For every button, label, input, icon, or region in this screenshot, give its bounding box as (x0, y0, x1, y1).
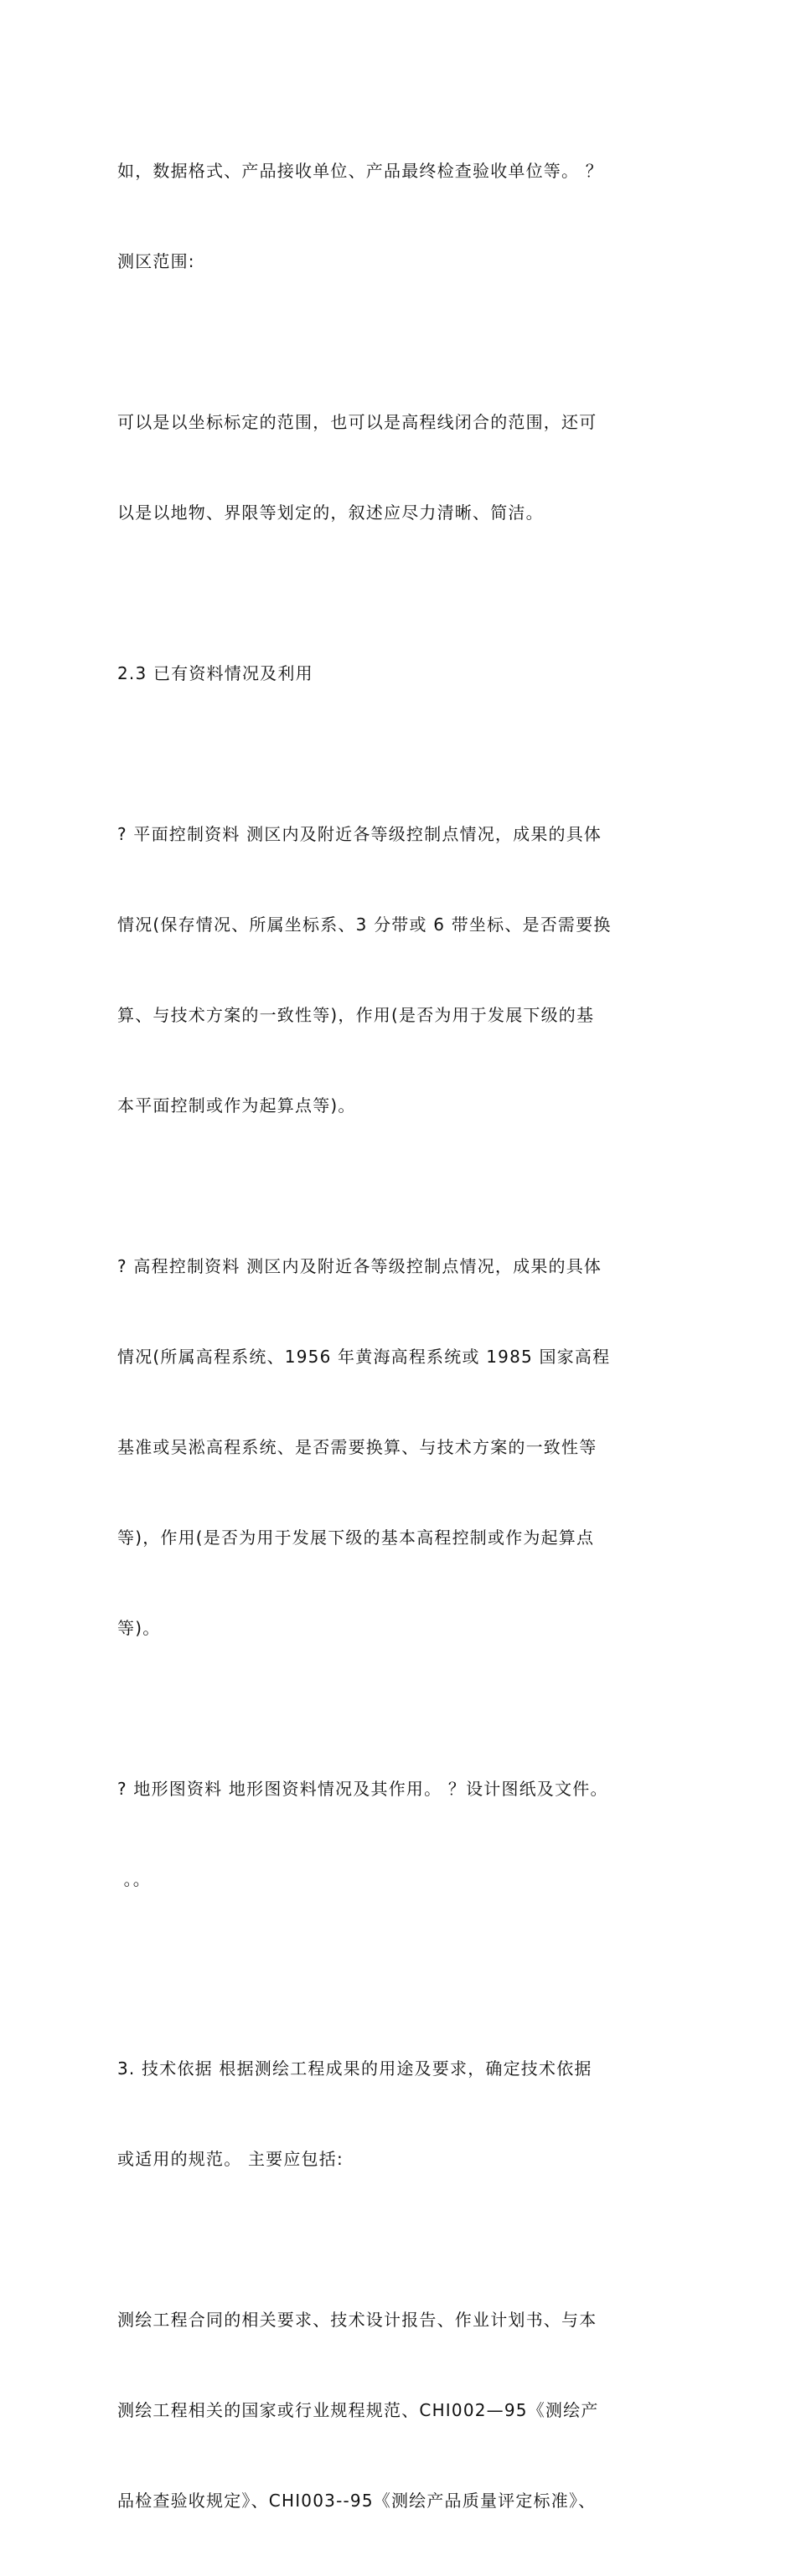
text-line: ? 高程控制资料 测区内及附近各等级控制点情况，成果的具体 (117, 1256, 602, 1276)
text-line: 如，数据格式、产品接收单位、产品最终检查验收单位等。 ？ (117, 161, 603, 181)
paragraph-survey-area (117, 347, 687, 588)
paragraph-gap (117, 337, 687, 347)
paragraph-gap (117, 588, 687, 598)
paragraph-gap (117, 1703, 687, 1713)
text-line: 品检查验收规定》、CHI003--95《测绘产品质量评定标准》、 (117, 2491, 597, 2511)
paragraph-elevation-control (117, 1191, 687, 1703)
text-line: 情况(保存情况、所属坐标系、3 分带或 6 带坐标、是否需要换 (117, 914, 612, 935)
document-page (117, 95, 687, 2576)
text-line: 基准或吴淞高程系统、是否需要换算、与技术方案的一致性等 (117, 1437, 597, 1457)
text-line: 本平面控制或作为起算点等)。 (117, 1095, 356, 1115)
paragraph-gap (117, 1181, 687, 1191)
text-line: 。。 (117, 1869, 151, 1889)
paragraph-standards (117, 2244, 687, 2576)
text-line: ? 地形图资料 地形图资料情况及其作用。 ？设计图纸及文件。 (117, 1779, 608, 1799)
section-gap (117, 1955, 687, 1993)
paragraph-gap (117, 2234, 687, 2244)
paragraph-plane-control (117, 759, 687, 1181)
text-line: 等)。 (117, 1618, 161, 1638)
text-line: 以是以地物、界限等划定的，叙述应尽力清晰、简洁。 (117, 502, 544, 523)
text-line: 测绘工程相关的国家或行业规程规范、CHI002—95《测绘产 (117, 2400, 599, 2420)
text-line: 测绘工程合同的相关要求、技术设计报告、作业计划书、与本 (117, 2310, 597, 2330)
text-line: 情况(所属高程系统、1956 年黄海高程系统或 1985 国家高程 (117, 1347, 611, 1367)
text-line: 等)，作用(是否为用于发展下级的基本高程控制或作为起算点 (117, 1528, 595, 1548)
paragraph-topographic-maps (117, 1713, 687, 1955)
heading-line: 2.3 已有资料情况及利用 (117, 663, 313, 683)
text-line: 算、与技术方案的一致性等)，作用(是否为用于发展下级的基 (117, 1005, 595, 1025)
paragraph-technical-basis (117, 1993, 687, 2234)
paragraph-deliverables (117, 95, 687, 337)
text-line: ? 平面控制资料 测区内及附近各等级控制点情况，成果的具体 (117, 824, 602, 844)
text-line: 可以是以坐标标定的范围，也可以是高程线闭合的范围，还可 (117, 412, 597, 432)
text-line: 或适用的规范。 主要应包括: (117, 2149, 344, 2169)
text-line: 3. 技术依据 根据测绘工程成果的用途及要求，确定技术依据 (117, 2058, 592, 2079)
section-heading-2-3 (117, 598, 687, 749)
paragraph-gap (117, 749, 687, 759)
text-line: 测区范围: (117, 251, 195, 271)
